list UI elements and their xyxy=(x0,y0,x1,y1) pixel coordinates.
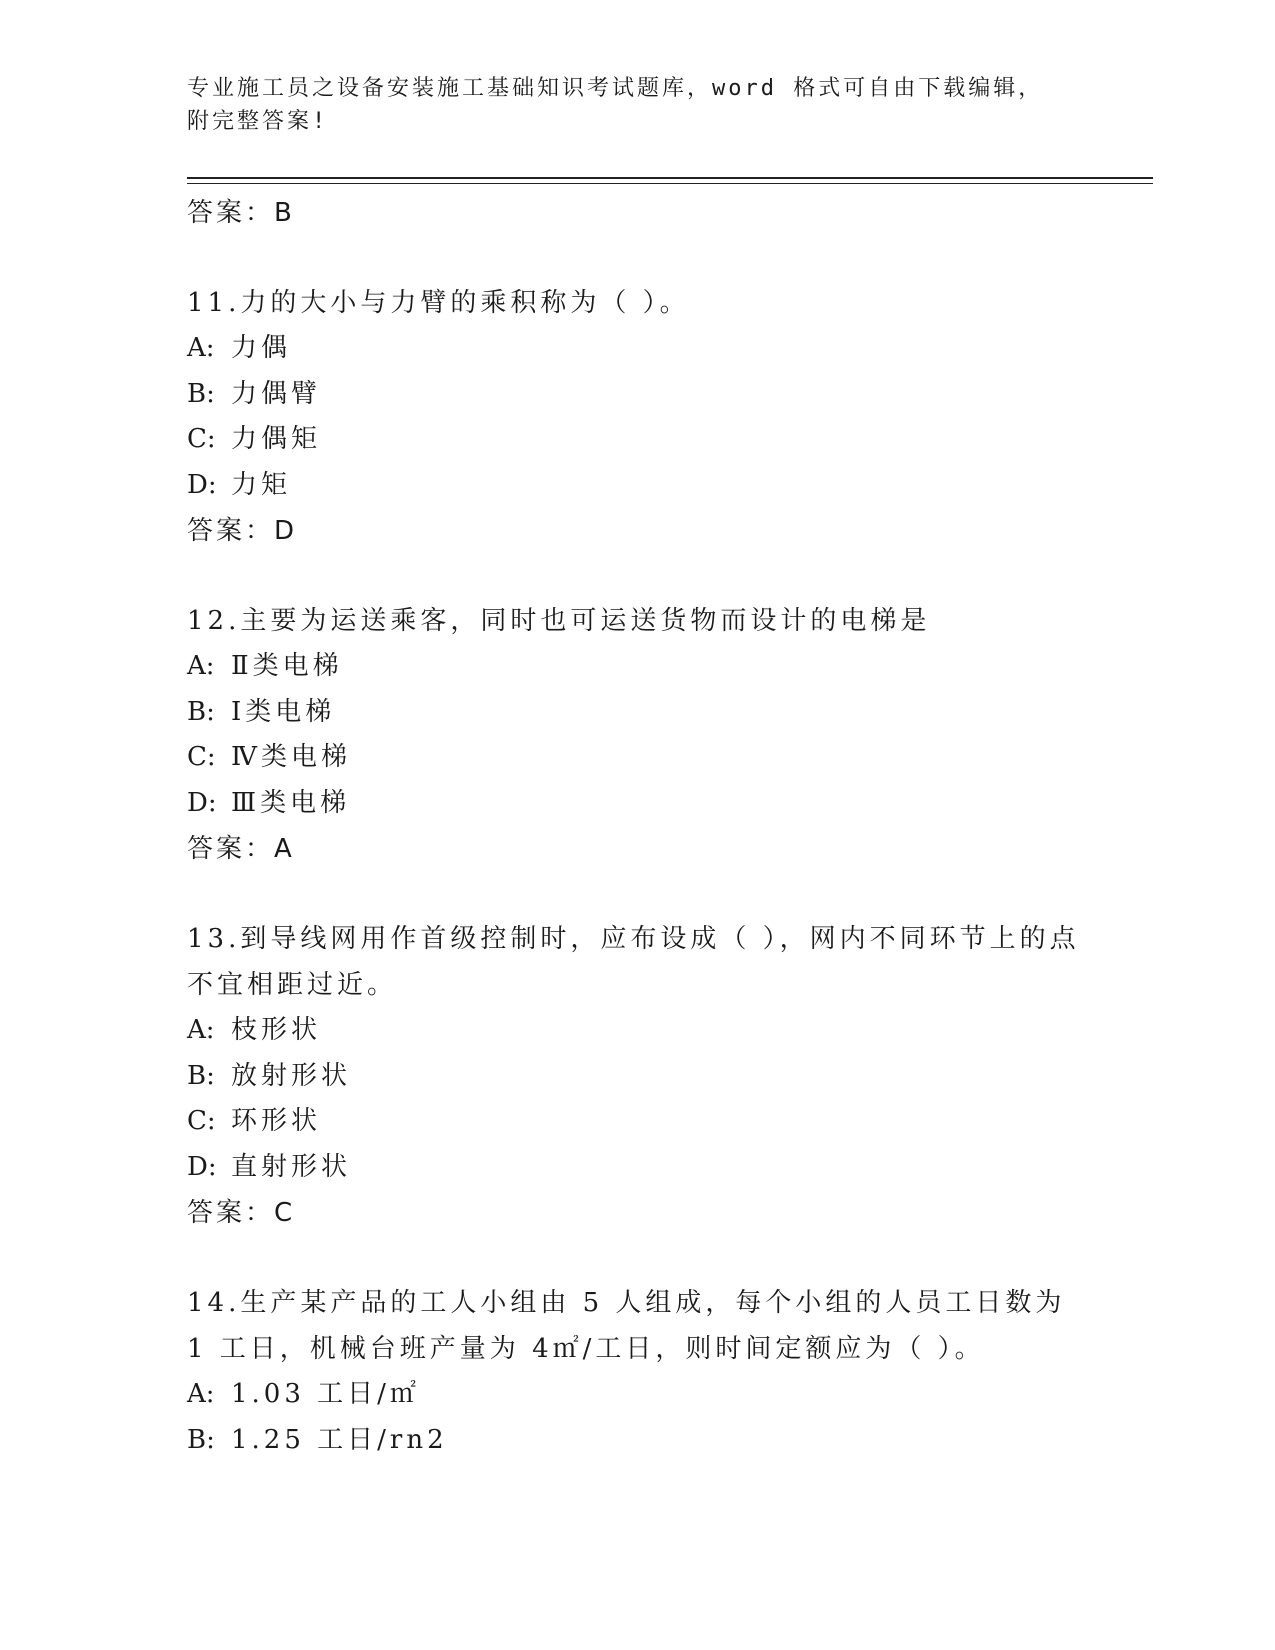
option-text: 力偶 xyxy=(231,333,292,363)
previous-answer: 答案：B xyxy=(187,198,295,228)
question-block xyxy=(187,916,1087,1236)
option-b xyxy=(187,690,1087,736)
option-text: 力偶臂 xyxy=(231,378,322,409)
option-a xyxy=(187,326,1087,372)
question-stem: 12.主要为运送乘客，同时也可运送货物而设计的电梯是 xyxy=(187,606,931,636)
option-letter: A: xyxy=(187,651,215,681)
option-c xyxy=(187,1099,1087,1145)
option-letter: B: xyxy=(187,378,215,409)
option-text: 枝形状 xyxy=(231,1015,322,1045)
option-letter: A: xyxy=(187,1379,215,1409)
option-d xyxy=(187,463,1087,509)
option-letter: A: xyxy=(187,1015,215,1045)
question-list xyxy=(187,190,1087,1463)
option-letter: C: xyxy=(187,424,216,454)
answer-line: 答案：D xyxy=(187,516,298,546)
option-d xyxy=(187,1145,1087,1191)
option-b xyxy=(187,1054,1087,1100)
option-text: 1.25 工日/rn2 xyxy=(231,1424,448,1455)
option-text: 力矩 xyxy=(231,469,292,500)
document-header: 专业施工员之设备安装施工基础知识考试题库，word 格式可自由下载编辑，附完整答案! xyxy=(187,76,1044,134)
option-text: Ⅱ类电梯 xyxy=(231,651,343,681)
option-letter: D: xyxy=(187,1151,217,1182)
option-letter: B: xyxy=(187,1060,215,1091)
answer-line: 答案：C xyxy=(187,1198,296,1228)
option-letter: C: xyxy=(187,742,216,772)
option-text: 环形状 xyxy=(231,1106,322,1136)
option-c xyxy=(187,735,1087,781)
option-text: 1.03 工日/㎡ xyxy=(231,1379,420,1409)
header-divider-thin xyxy=(187,183,1153,184)
header-divider-thick xyxy=(187,177,1153,179)
question-block xyxy=(187,280,1087,554)
option-text: 力偶矩 xyxy=(231,424,322,454)
option-text: Ⅰ类电梯 xyxy=(231,696,336,727)
option-letter: B: xyxy=(187,696,215,727)
option-letter: A: xyxy=(187,333,215,363)
answer-line: 答案：A xyxy=(187,834,295,864)
option-letter: D: xyxy=(187,469,217,500)
option-text: 直射形状 xyxy=(231,1151,352,1182)
option-text: Ⅳ类电梯 xyxy=(231,742,351,772)
option-b xyxy=(187,372,1087,418)
option-letter: D: xyxy=(187,787,217,818)
option-b xyxy=(187,1418,1087,1464)
question-stem: 11.力的大小与力臂的乘积称为（ ）。 xyxy=(187,288,690,318)
question-stem: 13.到导线网用作首级控制时，应布设成（ ），网内不同环节上的点不宜相距过近。 xyxy=(187,924,1080,1000)
question-stem: 14.生产某产品的工人小组由 5 人组成，每个小组的人员工日数为 1 工日，机械台班产量为 4㎡/工日，则时间定额应为（ ）。 xyxy=(187,1288,1066,1364)
option-a xyxy=(187,1008,1087,1054)
option-a xyxy=(187,1372,1087,1418)
option-text: 放射形状 xyxy=(231,1060,352,1091)
option-d xyxy=(187,781,1087,827)
option-letter: B: xyxy=(187,1424,215,1455)
question-block xyxy=(187,598,1087,872)
question-block xyxy=(187,1280,1087,1463)
option-c xyxy=(187,417,1087,463)
option-letter: C: xyxy=(187,1106,216,1136)
option-text: Ⅲ类电梯 xyxy=(231,787,351,818)
option-a xyxy=(187,644,1087,690)
